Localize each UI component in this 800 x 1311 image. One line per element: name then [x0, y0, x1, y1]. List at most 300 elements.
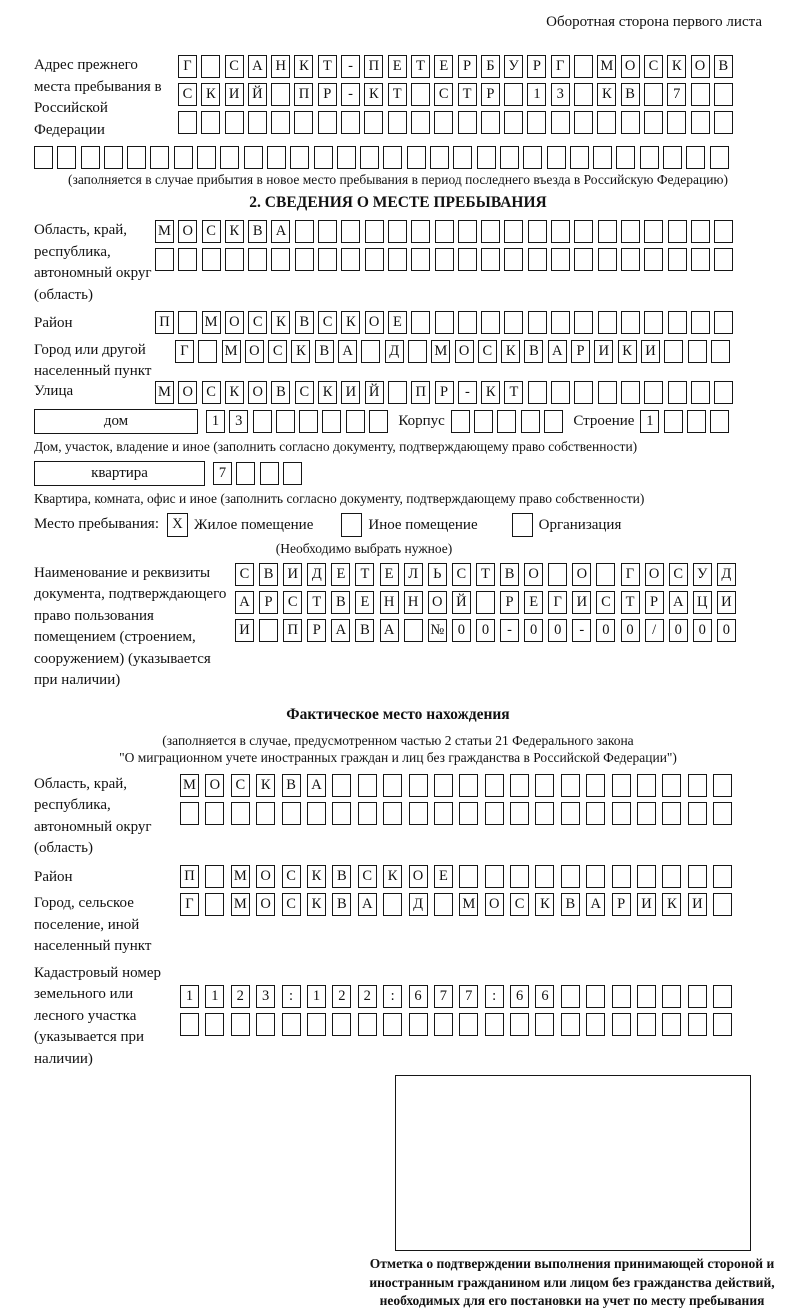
char-box: 0: [548, 619, 567, 642]
char-box: [458, 248, 477, 271]
char-box: [713, 893, 732, 916]
char-box: [561, 774, 580, 797]
char-box: [485, 802, 504, 825]
stay-option-organization: [512, 513, 628, 537]
char-box: [314, 146, 333, 169]
char-box: М: [459, 893, 478, 916]
char-box: [598, 311, 617, 334]
char-box: О: [256, 893, 275, 916]
char-box: [691, 83, 710, 106]
actual-district-block: [34, 843, 762, 889]
char-box: [364, 111, 383, 134]
char-box: [644, 83, 663, 106]
char-box: [346, 410, 365, 433]
char-box: [361, 340, 380, 363]
char-box: О: [365, 311, 384, 334]
char-box: [294, 111, 313, 134]
char-box: 7: [459, 985, 478, 1008]
char-box: С: [283, 591, 302, 614]
street-row: [155, 381, 737, 404]
char-box: [714, 248, 733, 271]
char-box: К: [383, 865, 402, 888]
char-box: 1: [307, 985, 326, 1008]
document-row-1: [235, 563, 741, 586]
char-box: [282, 802, 301, 825]
char-box: [574, 83, 593, 106]
char-box: И: [688, 893, 707, 916]
char-box: О: [455, 340, 474, 363]
stay-option-other-premises: [341, 513, 483, 537]
char-box: Е: [434, 55, 453, 78]
char-box: [411, 83, 430, 106]
char-box: К: [618, 340, 637, 363]
actual-region-row-2: [180, 802, 739, 825]
char-box: №: [428, 619, 447, 642]
char-box: И: [637, 893, 656, 916]
char-box: [383, 146, 402, 169]
char-box: П: [411, 381, 430, 404]
char-box: Т: [476, 563, 495, 586]
char-box: [510, 865, 529, 888]
char-box: [430, 146, 449, 169]
char-box: А: [271, 220, 290, 243]
char-box: [612, 774, 631, 797]
char-box: [713, 865, 732, 888]
char-box: О: [621, 55, 640, 78]
stroenie-label: Строение: [573, 413, 635, 429]
char-box: [621, 311, 640, 334]
page-side-note: Оборотная сторона первого листа: [546, 14, 762, 30]
char-box: С: [282, 893, 301, 916]
char-box: [691, 111, 710, 134]
actual-location-caption-line-1: (заполняется в случае, предусмотренном частью 2 статьи 21 Федерального закона: [162, 732, 634, 748]
char-box: 3: [229, 410, 248, 433]
residential-label: Жилое помещение: [194, 516, 314, 533]
char-box: [411, 248, 430, 271]
char-box: В: [561, 893, 580, 916]
char-box: Р: [307, 619, 326, 642]
char-box: Т: [504, 381, 523, 404]
char-box: [358, 802, 377, 825]
char-box: 1: [205, 985, 224, 1008]
korpus-boxes: [451, 410, 567, 433]
char-box: [504, 248, 523, 271]
char-box: С: [282, 865, 301, 888]
district-row: [155, 311, 737, 334]
char-box: [551, 220, 570, 243]
char-box: [201, 55, 220, 78]
char-box: А: [548, 340, 567, 363]
char-box: 0: [524, 619, 543, 642]
char-box: [547, 146, 566, 169]
char-box: С: [644, 55, 663, 78]
char-box: К: [341, 311, 360, 334]
char-box: К: [364, 83, 383, 106]
char-box: [691, 220, 710, 243]
char-box: С: [268, 340, 287, 363]
char-box: С: [235, 563, 254, 586]
char-box: [574, 111, 593, 134]
char-box: Е: [388, 55, 407, 78]
char-box: П: [364, 55, 383, 78]
char-box: Т: [621, 591, 640, 614]
char-box: [668, 248, 687, 271]
char-box: [409, 774, 428, 797]
char-box: Й: [365, 381, 384, 404]
char-box: П: [180, 865, 199, 888]
cadastral-row-2: [180, 1013, 739, 1036]
char-box: [267, 146, 286, 169]
char-box: [714, 381, 733, 404]
char-box: [598, 381, 617, 404]
char-box: Р: [571, 340, 590, 363]
char-box: [598, 248, 617, 271]
char-box: [256, 802, 275, 825]
char-box: [225, 248, 244, 271]
char-box: [220, 146, 239, 169]
char-box: [248, 248, 267, 271]
char-box: К: [481, 381, 500, 404]
city-row: [175, 340, 734, 363]
char-box: К: [225, 220, 244, 243]
char-box: [260, 462, 279, 485]
char-box: О: [485, 893, 504, 916]
actual-city-label: Город, сельское поселение, иной населенный пункт: [34, 895, 152, 954]
char-box: В: [524, 340, 543, 363]
actual-city-row: [180, 893, 739, 916]
char-box: Г: [621, 563, 640, 586]
char-box: К: [597, 83, 616, 106]
char-box: Г: [551, 55, 570, 78]
char-box: [481, 248, 500, 271]
char-box: Р: [481, 83, 500, 106]
char-box: 7: [667, 83, 686, 106]
char-box: К: [535, 893, 554, 916]
char-box: О: [691, 55, 710, 78]
district-label: Район: [34, 315, 73, 331]
stroenie-boxes: [640, 410, 733, 433]
char-box: Т: [355, 563, 374, 586]
char-box: Р: [458, 55, 477, 78]
char-box: [411, 311, 430, 334]
actual-district-label: Район: [34, 868, 73, 885]
char-box: А: [586, 893, 605, 916]
char-box: С: [295, 381, 314, 404]
char-box: Ь: [428, 563, 447, 586]
char-box: [621, 111, 640, 134]
char-box: [341, 220, 360, 243]
char-box: С: [596, 591, 615, 614]
char-box: [688, 1013, 707, 1036]
char-box: [688, 802, 707, 825]
char-box: [664, 410, 683, 433]
char-box: [458, 311, 477, 334]
city-block: [34, 340, 762, 383]
char-box: [668, 311, 687, 334]
char-box: [57, 146, 76, 169]
prev-address-row-3: [178, 111, 737, 134]
char-box: В: [248, 220, 267, 243]
char-box: [295, 220, 314, 243]
char-box: Т: [458, 83, 477, 106]
char-box: 7: [213, 462, 232, 485]
char-box: [197, 146, 216, 169]
char-box: [663, 146, 682, 169]
char-box: Т: [388, 83, 407, 106]
char-box: [644, 311, 663, 334]
char-box: [504, 111, 523, 134]
char-box: И: [717, 591, 736, 614]
actual-district-row: [180, 865, 739, 888]
apartment-block: [34, 461, 762, 486]
char-box: [388, 111, 407, 134]
char-box: [407, 146, 426, 169]
char-box: Е: [388, 311, 407, 334]
apartment-caption: Квартира, комната, офис и иное (заполнить согласно документу, подтверждающему право собственности): [34, 490, 645, 506]
char-box: [586, 985, 605, 1008]
char-box: [358, 774, 377, 797]
char-box: Т: [307, 591, 326, 614]
char-box: К: [318, 381, 337, 404]
char-box: К: [667, 55, 686, 78]
char-box: П: [155, 311, 174, 334]
char-box: [459, 865, 478, 888]
char-box: [271, 83, 290, 106]
char-box: К: [271, 311, 290, 334]
char-box: [322, 410, 341, 433]
char-box: 0: [476, 619, 495, 642]
char-box: [691, 381, 710, 404]
char-box: О: [524, 563, 543, 586]
char-box: Н: [380, 591, 399, 614]
char-box: [570, 146, 589, 169]
prev-address-row-1: [178, 55, 737, 78]
char-box: М: [231, 893, 250, 916]
char-box: [458, 111, 477, 134]
char-box: [341, 513, 362, 537]
char-box: С: [669, 563, 688, 586]
char-box: [640, 146, 659, 169]
char-box: [236, 462, 255, 485]
char-box: [561, 802, 580, 825]
char-box: К: [662, 893, 681, 916]
char-box: [662, 802, 681, 825]
char-box: С: [358, 865, 377, 888]
actual-region-row-1: [180, 774, 739, 797]
char-box: [512, 513, 533, 537]
char-box: [34, 146, 53, 169]
char-box: В: [355, 619, 374, 642]
char-box: [535, 865, 554, 888]
char-box: [481, 220, 500, 243]
char-box: [535, 774, 554, 797]
char-box: [178, 248, 197, 271]
residential-checkbox: [167, 513, 188, 537]
char-box: [388, 220, 407, 243]
region-row-1: [155, 220, 737, 243]
char-box: [637, 1013, 656, 1036]
char-box: [504, 220, 523, 243]
char-box: [434, 111, 453, 134]
char-box: К: [307, 865, 326, 888]
char-box: А: [358, 893, 377, 916]
char-box: [662, 1013, 681, 1036]
apartment-widebox: квартира: [34, 461, 205, 486]
char-box: А: [380, 619, 399, 642]
char-box: С: [434, 83, 453, 106]
char-box: [664, 340, 683, 363]
char-box: [710, 146, 729, 169]
char-box: [485, 865, 504, 888]
other-premises-label: Иное помещение: [368, 516, 478, 533]
char-box: В: [315, 340, 334, 363]
cadastral-label: Кадастровый номер земельного или лесного участка (указывается при наличии): [34, 964, 161, 1067]
char-box: [621, 381, 640, 404]
char-box: С: [248, 311, 267, 334]
char-box: К: [294, 55, 313, 78]
char-box: В: [332, 893, 351, 916]
char-box: [180, 802, 199, 825]
char-box: [295, 248, 314, 271]
char-box: Е: [355, 591, 374, 614]
char-box: 0: [621, 619, 640, 642]
char-box: [662, 865, 681, 888]
char-box: 3: [256, 985, 275, 1008]
char-box: [150, 146, 169, 169]
char-box: М: [231, 865, 250, 888]
char-box: В: [331, 591, 350, 614]
char-box: А: [331, 619, 350, 642]
char-box: -: [500, 619, 519, 642]
char-box: [369, 410, 388, 433]
char-box: С: [478, 340, 497, 363]
char-box: [612, 1013, 631, 1036]
char-box: [510, 1013, 529, 1036]
char-box: [710, 410, 729, 433]
char-box: [459, 1013, 478, 1036]
char-box: 0: [596, 619, 615, 642]
char-box: С: [318, 311, 337, 334]
char-box: 2: [332, 985, 351, 1008]
char-box: Д: [409, 893, 428, 916]
char-box: [365, 248, 384, 271]
char-box: [586, 774, 605, 797]
char-box: 0: [717, 619, 736, 642]
document-row-3: [235, 619, 741, 642]
char-box: [383, 802, 402, 825]
char-box: 6: [409, 985, 428, 1008]
char-box: [435, 311, 454, 334]
char-box: О: [256, 865, 275, 888]
title-document-block: [34, 563, 762, 692]
char-box: [244, 146, 263, 169]
char-box: [205, 1013, 224, 1036]
char-box: [481, 311, 500, 334]
char-box: [318, 220, 337, 243]
char-box: [408, 340, 427, 363]
char-box: [714, 311, 733, 334]
section-2-title: 2. СВЕДЕНИЯ О МЕСТЕ ПРЕБЫВАНИЯ: [249, 194, 547, 211]
prev-address-row-2: [178, 83, 737, 106]
char-box: [178, 311, 197, 334]
char-box: [453, 146, 472, 169]
char-box: [574, 311, 593, 334]
char-box: [504, 311, 523, 334]
char-box: [435, 220, 454, 243]
char-box: В: [714, 55, 733, 78]
char-box: [544, 410, 563, 433]
char-box: [497, 410, 516, 433]
char-box: М: [202, 311, 221, 334]
house-number-boxes: [206, 410, 392, 433]
char-box: В: [332, 865, 351, 888]
char-box: [178, 111, 197, 134]
char-box: Р: [500, 591, 519, 614]
char-box: М: [431, 340, 450, 363]
char-box: С: [231, 774, 250, 797]
char-box: Р: [527, 55, 546, 78]
char-box: К: [307, 893, 326, 916]
char-box: А: [338, 340, 357, 363]
char-box: [259, 619, 278, 642]
char-box: Д: [307, 563, 326, 586]
char-box: О: [572, 563, 591, 586]
char-box: [127, 146, 146, 169]
char-box: [574, 248, 593, 271]
char-box: [307, 802, 326, 825]
char-box: О: [428, 591, 447, 614]
char-box: [337, 146, 356, 169]
char-box: Е: [524, 591, 543, 614]
char-box: К: [256, 774, 275, 797]
char-box: [713, 985, 732, 1008]
char-box: [528, 381, 547, 404]
char-box: -: [458, 381, 477, 404]
organization-checkbox: [512, 513, 533, 537]
char-box: [404, 619, 423, 642]
char-box: [174, 146, 193, 169]
char-box: А: [235, 591, 254, 614]
char-box: [198, 340, 217, 363]
char-box: [688, 340, 707, 363]
actual-location-caption-line-2: "О миграционном учете иностранных граждан и лиц без гражданства в Российской Федерации"): [119, 749, 677, 765]
char-box: [668, 220, 687, 243]
char-box: [411, 220, 430, 243]
char-box: [409, 1013, 428, 1036]
char-box: [205, 865, 224, 888]
char-box: С: [225, 55, 244, 78]
char-box: [551, 111, 570, 134]
char-box: М: [222, 340, 241, 363]
cadastral-row-1: [180, 985, 739, 1008]
char-box: [504, 83, 523, 106]
char-box: [691, 311, 710, 334]
char-box: [500, 146, 519, 169]
char-box: Е: [434, 865, 453, 888]
char-box: [332, 1013, 351, 1036]
char-box: [551, 311, 570, 334]
char-box: [201, 111, 220, 134]
char-box: [637, 774, 656, 797]
title-document-label: Наименование и реквизиты документа, подтверждающего право пользования помещением (строением, сооружением) (указывается при наличии): [34, 564, 227, 688]
stay-type-label: Место пребывания:: [34, 515, 159, 532]
char-box: [383, 1013, 402, 1036]
char-box: [714, 220, 733, 243]
char-box: [276, 410, 295, 433]
prev-address-row-4: [34, 146, 762, 169]
char-box: [668, 381, 687, 404]
char-box: [596, 563, 615, 586]
